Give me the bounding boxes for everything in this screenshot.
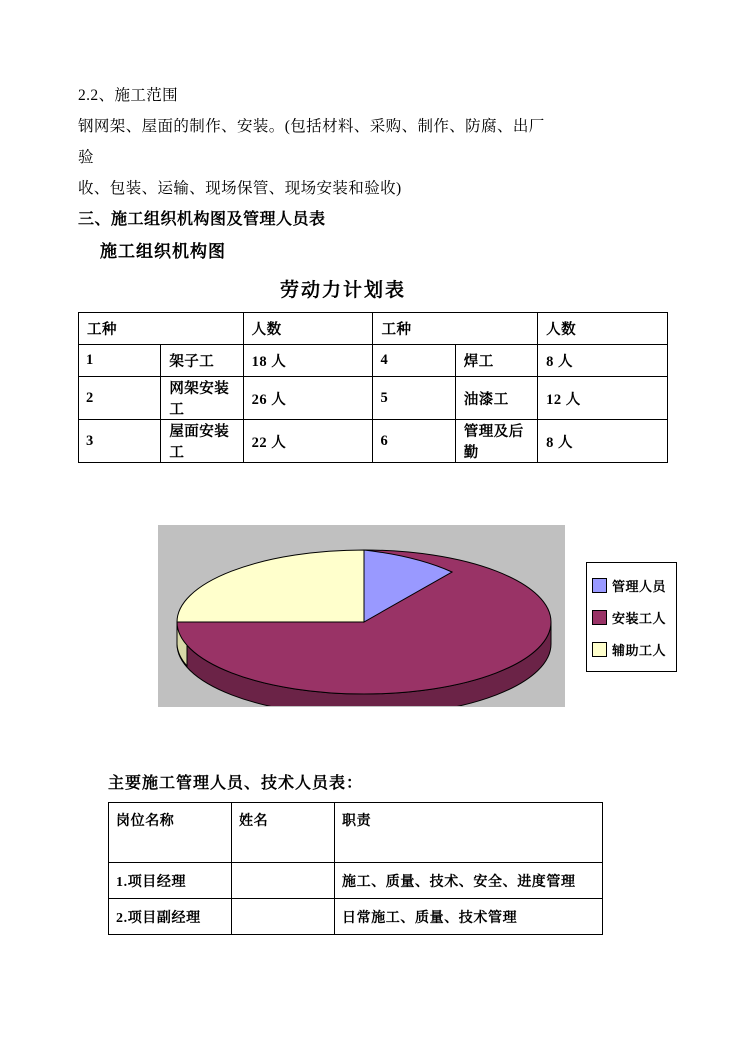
labor-row-no-2: 5 (373, 377, 455, 420)
labor-row-no-2: 4 (373, 345, 455, 377)
mgmt-header-post: 岗位名称 (109, 803, 232, 863)
labor-plan-table (78, 312, 668, 463)
scope-line-2: 验 (78, 149, 94, 166)
legend-item-installers (592, 601, 672, 633)
legend-item-management (592, 569, 672, 601)
labor-row-job-2: 管理及后勤 (455, 420, 537, 463)
labor-row-job: 架子工 (161, 345, 243, 377)
document-body (78, 80, 668, 463)
pie-slice-assistants (177, 550, 364, 622)
labor-table-title: 劳动力计划表 (279, 280, 406, 301)
labor-pie-chart (78, 500, 668, 720)
labor-row-job: 屋面安装工 (161, 420, 243, 463)
labor-row-count: 22 人 (243, 420, 373, 463)
legend-swatch-icon-installers (592, 610, 607, 625)
labor-header-job-1: 工种 (79, 313, 244, 345)
mgmt-row-duty: 施工、质量、技术、安全、进度管理 (335, 863, 603, 899)
legend-item-assistants (592, 633, 672, 665)
mgmt-row-name (232, 899, 335, 935)
labor-row-no-2: 6 (373, 420, 455, 463)
table-row (79, 420, 668, 463)
table-row (109, 899, 603, 935)
chart-plot-area (158, 525, 565, 707)
mgmt-header-name: 姓名 (232, 803, 335, 863)
table-header-row (109, 803, 603, 863)
mgmt-row-duty: 日常施工、质量、技术管理 (335, 899, 603, 935)
legend-label-installers: 安装工人 (612, 610, 667, 626)
heading-org-chart: 施工组织机构图 (100, 242, 226, 261)
table-row (79, 345, 668, 377)
mgmt-row-post: 1.项目经理 (109, 863, 232, 899)
labor-row-count-2: 8 人 (538, 345, 668, 377)
section-number: 2.2、施工范围 (78, 87, 179, 104)
labor-row-no: 1 (79, 345, 161, 377)
labor-row-job: 网架安装工 (161, 377, 243, 420)
labor-row-job-2: 油漆工 (455, 377, 537, 420)
mgmt-personnel-table (108, 802, 603, 935)
legend-swatch-icon-management (592, 578, 607, 593)
legend-label-assistants: 辅助工人 (612, 642, 667, 658)
labor-row-count: 26 人 (243, 377, 373, 420)
labor-row-count-2: 8 人 (538, 420, 668, 463)
scope-line-3: 收、包装、运输、现场保管、现场安装和验收) (78, 180, 402, 197)
table-row (79, 377, 668, 420)
labor-header-job-2: 工种 (373, 313, 538, 345)
heading-section-three: 三、施工组织机构图及管理人员表 (78, 211, 326, 228)
labor-row-job-2: 焊工 (455, 345, 537, 377)
mgmt-header-duty: 职责 (335, 803, 603, 863)
pie-chart-svg (159, 526, 564, 706)
mgmt-row-name (232, 863, 335, 899)
legend-swatch-icon-assistants (592, 642, 607, 657)
legend-label-management: 管理人员 (612, 578, 667, 594)
mgmt-table-title: 主要施工管理人员、技术人员表： (108, 775, 364, 792)
labor-row-count: 18 人 (243, 345, 373, 377)
labor-row-no: 3 (79, 420, 161, 463)
labor-header-count-1: 人数 (243, 313, 373, 345)
table-header-row (79, 313, 668, 345)
labor-row-count-2: 12 人 (538, 377, 668, 420)
table-row (109, 863, 603, 899)
mgmt-row-post: 2.项目副经理 (109, 899, 232, 935)
scope-line-1: 钢网架、屋面的制作、安装。(包括材料、采购、制作、防腐、出厂 (78, 118, 545, 135)
labor-header-count-2: 人数 (538, 313, 668, 345)
chart-legend (586, 562, 677, 672)
labor-row-no: 2 (79, 377, 161, 420)
